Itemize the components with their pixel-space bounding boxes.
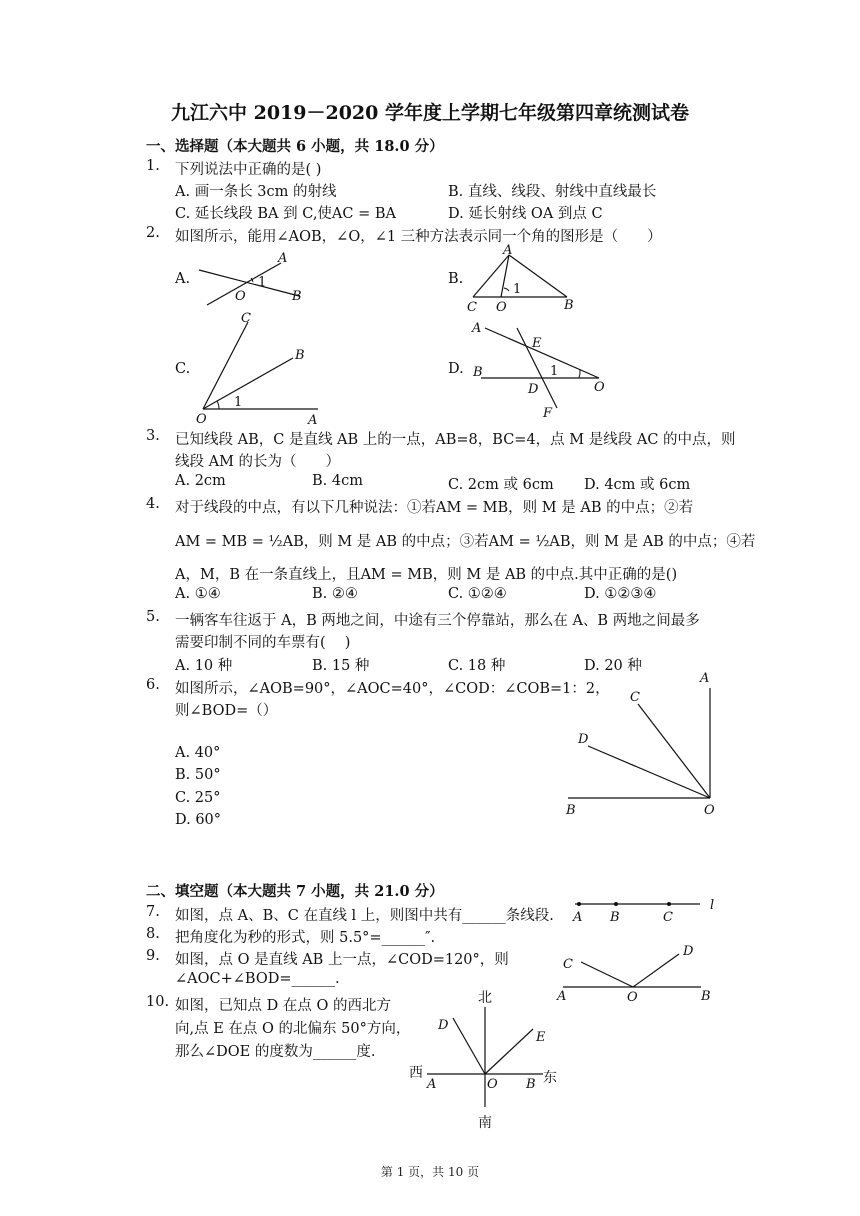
question-stem-cont: 则∠BOD=（） [175,703,278,719]
option-d: D. 20 种 [584,658,642,674]
label-1: 1 [258,275,267,290]
option-d: D. 延长射线 OA 到点 C [448,206,603,222]
label-c: C [630,690,640,705]
question-stem: 如图，点 O 是直线 AB 上一点，∠COD=120°，则 [175,952,509,968]
option-b: B. 4cm [312,473,363,489]
west-label: 西 [409,1065,423,1081]
label-a: A [573,910,583,925]
label-o: O [196,412,207,427]
label-o: O [496,300,507,315]
label-o: O [627,990,638,1004]
label-l: l [710,898,715,913]
question-stem: 对于线段的中点，有以下几种说法：①若AM = MB，则 M 是 AB 的中点；②若 [175,500,694,516]
south-label: 南 [478,1115,492,1131]
question-stem-cont: 向,点 E 在点 O 的北偏东 50°方向， [175,1021,411,1037]
label-a: A [700,671,710,686]
option-c: C. 18 种 [448,658,506,674]
label-b: B [610,910,620,925]
section-heading-fill: 二、填空题（本大题共 7 小题，共 21.0 分） [146,883,444,900]
label-1: 1 [550,364,559,379]
option-c: C. [175,361,191,377]
label-o: O [704,803,715,818]
question-stem: 下列说法中正确的是( ) [175,162,322,178]
question-stem: 如图所示，能用∠AOB，∠O，∠1 三种方法表示同一个角的图形是（ ） [175,229,662,245]
label-c: C [467,300,477,315]
label-d: D [578,732,589,747]
option-b: B. [448,271,464,287]
option-d: D. ①②③④ [584,586,657,602]
label-b: B [564,298,574,313]
figure-q2-d [467,316,617,420]
east-label: 东 [543,1070,557,1086]
option-d: D. 60° [175,812,222,828]
question-number: 9. [146,948,160,964]
label-b: B [473,365,483,380]
question-stem-cont: AM = MB = ½AB，则 M 是 AB 的中点；③若AM = ½AB，则 M 是 AB 的中点；④若 [175,534,756,550]
label-b: B [526,1077,536,1092]
label-a: A [472,321,482,336]
label-d: D [528,382,539,397]
figure-q9 [553,940,723,1004]
question-number: 10. [146,994,170,1010]
question-stem-cont: 需要印制不同的车票有( ) [175,635,351,651]
option-d: D. 4cm 或 6cm [584,477,691,493]
option-c: C. ①②④ [448,586,507,602]
label-1: 1 [234,395,243,410]
label-a: A [503,243,513,258]
label-c: C [563,957,573,972]
question-number: 3. [146,428,160,444]
section-heading-choice: 一、选择题（本大题共 6 小题，共 18.0 分） [146,138,444,155]
option-a: A. 40° [175,745,221,761]
question-stem-cont: 那么∠DOE 的度数为______度. [175,1044,376,1060]
label-1: 1 [513,282,522,297]
figure-q7 [565,893,725,927]
label-b: B [292,289,302,304]
label-b: B [701,989,711,1004]
label-o: O [235,289,246,304]
question-stem: 如图所示，∠AOB=90°，∠AOC=40°，∠COD：∠COB=1：2， [175,681,610,697]
figure-q2-c [193,310,328,428]
question-stem-cont: 线段 AM 的长为（ ） [175,454,341,470]
option-c: C. 2cm 或 6cm [448,477,554,493]
label-c: C [663,910,673,925]
label-o: O [487,1077,498,1092]
question-number: 1. [146,158,160,174]
option-a: A. [175,271,191,287]
label-e: E [532,336,542,351]
label-c: C [241,311,251,326]
question-number: 6. [146,677,160,693]
figure-q2-a [195,248,315,310]
option-c: C. 25° [175,790,221,806]
label-e: E [536,1030,546,1045]
north-label: 北 [478,990,492,1006]
option-a: A. 画一条长 3cm 的射线 [175,184,337,200]
figure-q6 [560,668,720,820]
label-a: A [278,251,288,266]
figure-q10 [405,985,570,1135]
question-number: 4. [146,496,160,512]
question-stem-cont: A，M，B 在一条直线上，且AM = MB，则 M 是 AB 的中点.其中正确的是() [175,567,678,583]
question-stem: 如图，已知点 D 在点 O 的西北方 [175,998,391,1014]
label-d: D [683,944,694,959]
option-b: B. ②④ [312,586,358,602]
question-stem: 把角度化为秒的形式，则 5.5°=______″. [175,930,436,946]
option-b: B. 直线、线段、射线中直线最长 [448,184,657,200]
option-a: A. 2cm [175,473,226,489]
question-stem-cont: ∠AOC+∠BOD=______. [175,971,340,987]
question-number: 2. [146,225,160,241]
option-c: C. 延长线段 BA 到 C,使AC = BA [175,206,396,222]
label-a: A [557,989,567,1004]
page-footer: 第 1 页，共 10 页 [380,1165,480,1179]
option-d: D. [448,361,464,377]
question-number: 8. [146,926,160,942]
label-b: B [566,803,576,818]
question-number: 5. [146,609,160,625]
question-number: 7. [146,904,160,920]
label-o: O [594,380,605,395]
page-title: 九江六中 2019－2020 学年度上学期七年级第四章统测试卷 [171,102,689,124]
option-a: A. 10 种 [175,658,233,674]
label-a: A [427,1077,437,1092]
label-f: F [543,406,553,420]
option-a: A. ①④ [175,586,221,602]
option-b: B. 50° [175,767,221,783]
option-b: B. 15 种 [312,658,370,674]
figure-q2-b [465,241,585,315]
label-b: B [295,348,305,363]
label-a: A [308,413,318,428]
question-stem: 如图，点 A、B、C 在直线 l 上，则图中共有______条线段. [175,908,554,924]
question-stem: 已知线段 AB，C 是直线 AB 上的一点，AB=8，BC=4，点 M 是线段 AC 的中点，则 [175,432,736,448]
question-stem: 一辆客车往返于 A，B 两地之间，中途有三个停靠站，那么在 A、B 两地之间最多 [175,613,700,629]
label-d: D [438,1018,449,1033]
